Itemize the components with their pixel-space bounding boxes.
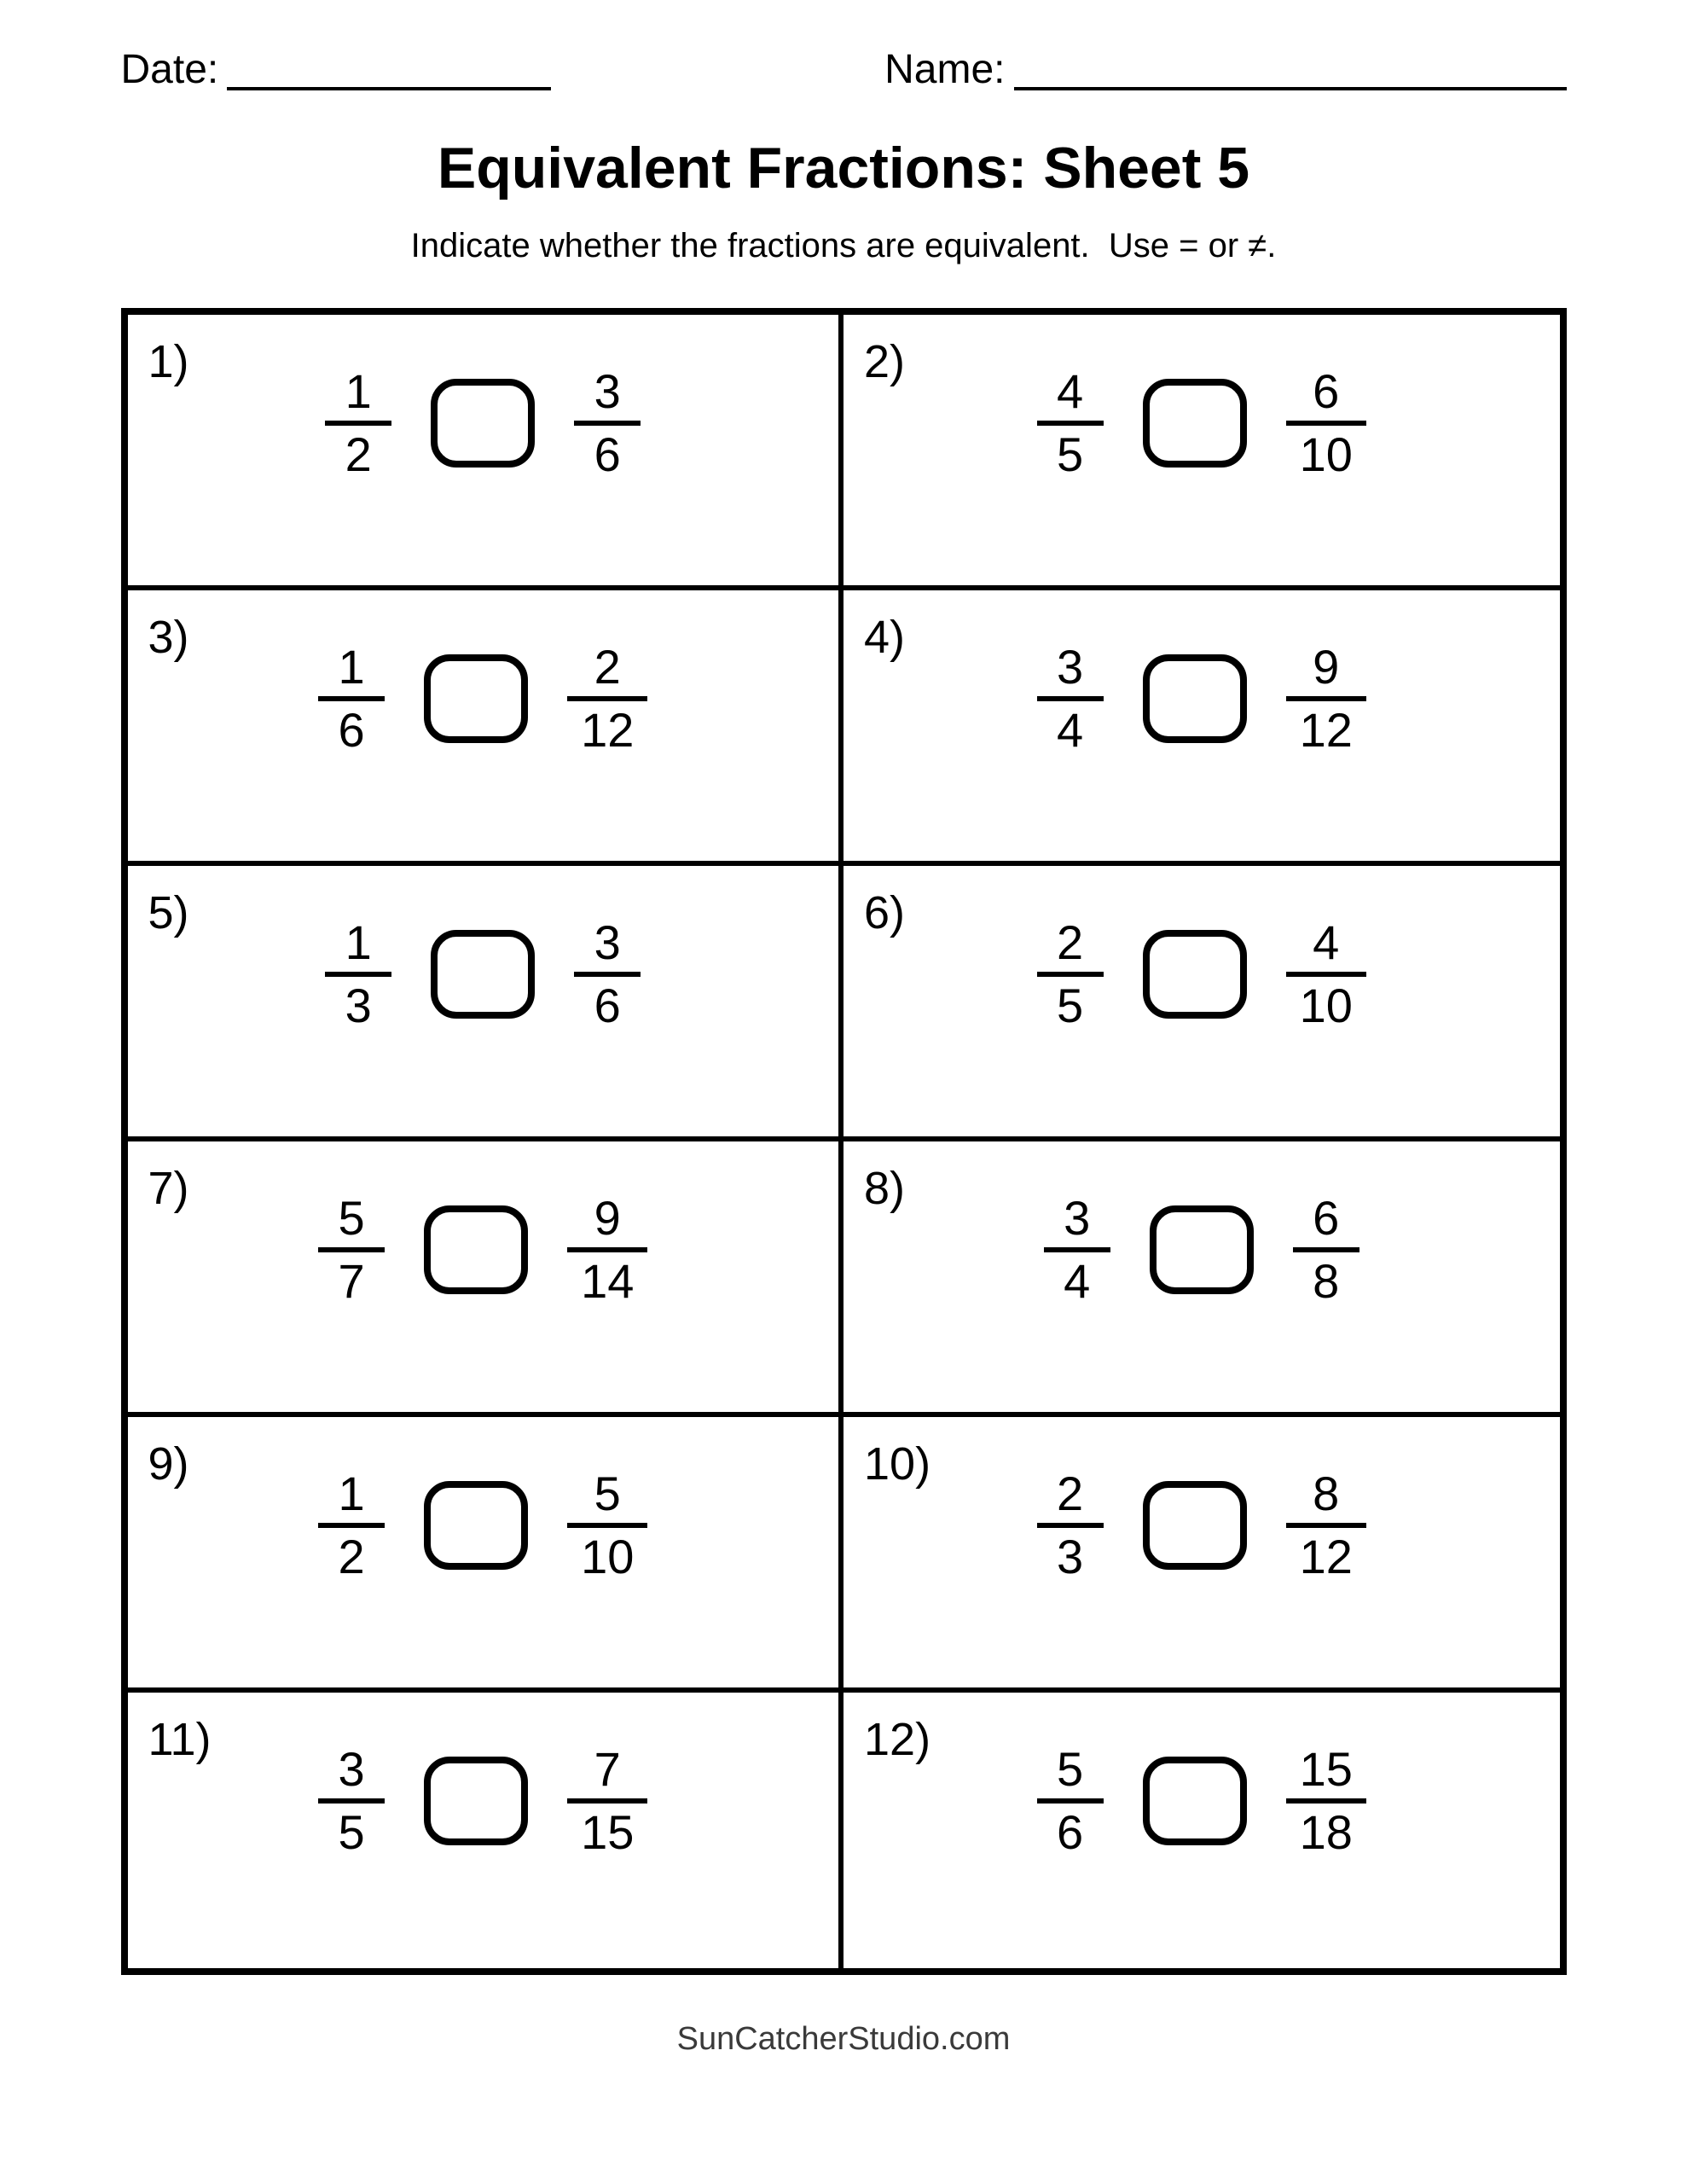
date-field	[121, 49, 552, 90]
right-fraction	[1293, 1191, 1359, 1308]
right-fraction-denominator: 10	[581, 1530, 635, 1583]
left-fraction	[1037, 1742, 1104, 1859]
problem-number: 2)	[864, 336, 906, 387]
left-fraction-denominator: 6	[1057, 1805, 1084, 1859]
left-fraction-numerator: 1	[318, 643, 385, 701]
name-field	[884, 49, 1566, 90]
left-fraction	[318, 1191, 385, 1308]
problem-number: 10)	[864, 1438, 931, 1490]
footer-credit: SunCatcherStudio.com	[676, 2021, 1011, 2057]
problem-row	[128, 915, 839, 1032]
name-label: Name:	[884, 47, 1006, 92]
left-fraction	[325, 915, 391, 1032]
problem-number: 3)	[148, 612, 189, 663]
problem-cell-8	[844, 1141, 1560, 1417]
answer-box[interactable]	[431, 379, 535, 468]
right-fraction	[574, 364, 641, 481]
problem-row	[844, 1467, 1560, 1583]
right-fraction-denominator: 18	[1299, 1805, 1353, 1859]
problems-grid	[121, 308, 1567, 1975]
right-fraction-numerator: 9	[567, 1194, 647, 1252]
right-fraction-denominator: 12	[1299, 1530, 1353, 1583]
left-fraction	[1037, 1467, 1104, 1583]
left-fraction	[325, 364, 391, 481]
answer-box[interactable]	[424, 654, 528, 743]
right-fraction	[1286, 1742, 1366, 1859]
problem-number: 11)	[148, 1714, 212, 1765]
left-fraction-denominator: 5	[1057, 427, 1084, 481]
right-fraction-numerator: 3	[574, 919, 641, 977]
left-fraction	[1044, 1191, 1110, 1308]
right-fraction-numerator: 15	[1286, 1745, 1366, 1804]
problem-number: 5)	[148, 887, 189, 938]
left-fraction-numerator: 3	[1037, 643, 1104, 701]
problem-cell-1	[128, 315, 844, 590]
left-fraction-denominator: 5	[1057, 979, 1084, 1032]
left-fraction-numerator: 4	[1037, 368, 1104, 426]
left-fraction-numerator: 3	[1044, 1194, 1110, 1252]
left-fraction-numerator: 3	[318, 1745, 385, 1804]
problem-cell-7	[128, 1141, 844, 1417]
problem-row	[844, 640, 1560, 757]
problem-cell-11	[128, 1693, 844, 1968]
left-fraction-denominator: 3	[345, 979, 372, 1032]
left-fraction-numerator: 1	[318, 1470, 385, 1528]
right-fraction	[567, 1742, 647, 1859]
name-blank-line[interactable]	[1014, 82, 1567, 90]
problem-row	[844, 915, 1560, 1032]
problem-cell-3	[128, 590, 844, 866]
problem-row	[844, 1742, 1560, 1859]
left-fraction-denominator: 6	[338, 703, 365, 757]
right-fraction-denominator: 6	[594, 979, 621, 1032]
answer-box[interactable]	[1143, 379, 1247, 468]
right-fraction-denominator: 14	[581, 1254, 635, 1308]
problem-number: 4)	[864, 612, 906, 663]
left-fraction-numerator: 2	[1037, 1470, 1104, 1528]
left-fraction-denominator: 4	[1064, 1254, 1091, 1308]
left-fraction	[318, 1467, 385, 1583]
answer-box[interactable]	[1143, 654, 1247, 743]
left-fraction-denominator: 7	[338, 1254, 365, 1308]
left-fraction-denominator: 2	[338, 1530, 365, 1583]
right-fraction-numerator: 3	[574, 368, 641, 426]
worksheet-page	[121, 0, 1567, 2083]
problem-cell-2	[844, 315, 1560, 590]
right-fraction-numerator: 2	[567, 643, 647, 701]
right-fraction	[567, 1191, 647, 1308]
date-blank-line[interactable]	[227, 82, 551, 90]
right-fraction-denominator: 10	[1299, 979, 1353, 1032]
right-fraction-denominator: 12	[581, 703, 635, 757]
right-fraction-denominator: 10	[1299, 427, 1353, 481]
right-fraction	[574, 915, 641, 1032]
left-fraction-numerator: 1	[325, 368, 391, 426]
right-fraction-numerator: 6	[1293, 1194, 1359, 1252]
problem-cell-9	[128, 1417, 844, 1693]
right-fraction-denominator: 12	[1299, 703, 1353, 757]
answer-box[interactable]	[1143, 930, 1247, 1019]
problem-cell-12	[844, 1693, 1560, 1968]
answer-box[interactable]	[424, 1481, 528, 1570]
problem-number: 12)	[864, 1714, 931, 1765]
answer-box[interactable]	[1150, 1205, 1254, 1294]
answer-box[interactable]	[424, 1205, 528, 1294]
left-fraction	[318, 640, 385, 757]
left-fraction-denominator: 3	[1057, 1530, 1084, 1583]
right-fraction-numerator: 9	[1286, 643, 1366, 701]
right-fraction	[1286, 640, 1366, 757]
right-fraction	[567, 640, 647, 757]
left-fraction-numerator: 5	[318, 1194, 385, 1252]
answer-box[interactable]	[431, 930, 535, 1019]
left-fraction	[318, 1742, 385, 1859]
right-fraction	[1286, 915, 1366, 1032]
right-fraction-numerator: 5	[567, 1470, 647, 1528]
answer-box[interactable]	[1143, 1481, 1247, 1570]
right-fraction-numerator: 7	[567, 1745, 647, 1804]
right-fraction-numerator: 6	[1286, 368, 1366, 426]
problem-row	[128, 1191, 839, 1308]
page-title: Equivalent Fractions: Sheet 5	[437, 136, 1250, 200]
answer-box[interactable]	[424, 1757, 528, 1845]
problem-cell-5	[128, 866, 844, 1141]
problem-number: 7)	[148, 1163, 189, 1214]
left-fraction	[1037, 640, 1104, 757]
problem-row	[844, 1191, 1560, 1308]
right-fraction	[1286, 1467, 1366, 1583]
problem-row	[128, 640, 839, 757]
right-fraction	[1286, 364, 1366, 481]
problem-number: 1)	[148, 336, 189, 387]
date-label: Date:	[120, 47, 219, 92]
right-fraction-denominator: 6	[594, 427, 621, 481]
left-fraction-numerator: 5	[1037, 1745, 1104, 1804]
left-fraction	[1037, 915, 1104, 1032]
problem-cell-10	[844, 1417, 1560, 1693]
answer-box[interactable]	[1143, 1757, 1247, 1845]
left-fraction-denominator: 2	[345, 427, 372, 481]
problem-number: 9)	[148, 1438, 189, 1490]
left-fraction-numerator: 2	[1037, 919, 1104, 977]
header	[121, 0, 1567, 90]
right-fraction-denominator: 8	[1313, 1254, 1340, 1308]
problem-cell-4	[844, 590, 1560, 866]
right-fraction-numerator: 4	[1286, 919, 1366, 977]
left-fraction-numerator: 1	[325, 919, 391, 977]
left-fraction-denominator: 5	[338, 1805, 365, 1859]
problem-number: 8)	[864, 1163, 906, 1214]
problem-row	[128, 364, 839, 481]
left-fraction	[1037, 364, 1104, 481]
problem-row	[128, 1742, 839, 1859]
problem-number: 6)	[864, 887, 906, 938]
problem-cell-6	[844, 866, 1560, 1141]
problem-row	[844, 364, 1560, 481]
right-fraction-denominator: 15	[581, 1805, 635, 1859]
problem-row	[128, 1467, 839, 1583]
instruction-text: Indicate whether the fractions are equivalent. Use = or ≠.	[410, 227, 1277, 264]
left-fraction-denominator: 4	[1057, 703, 1084, 757]
right-fraction-numerator: 8	[1286, 1470, 1366, 1528]
right-fraction	[567, 1467, 647, 1583]
